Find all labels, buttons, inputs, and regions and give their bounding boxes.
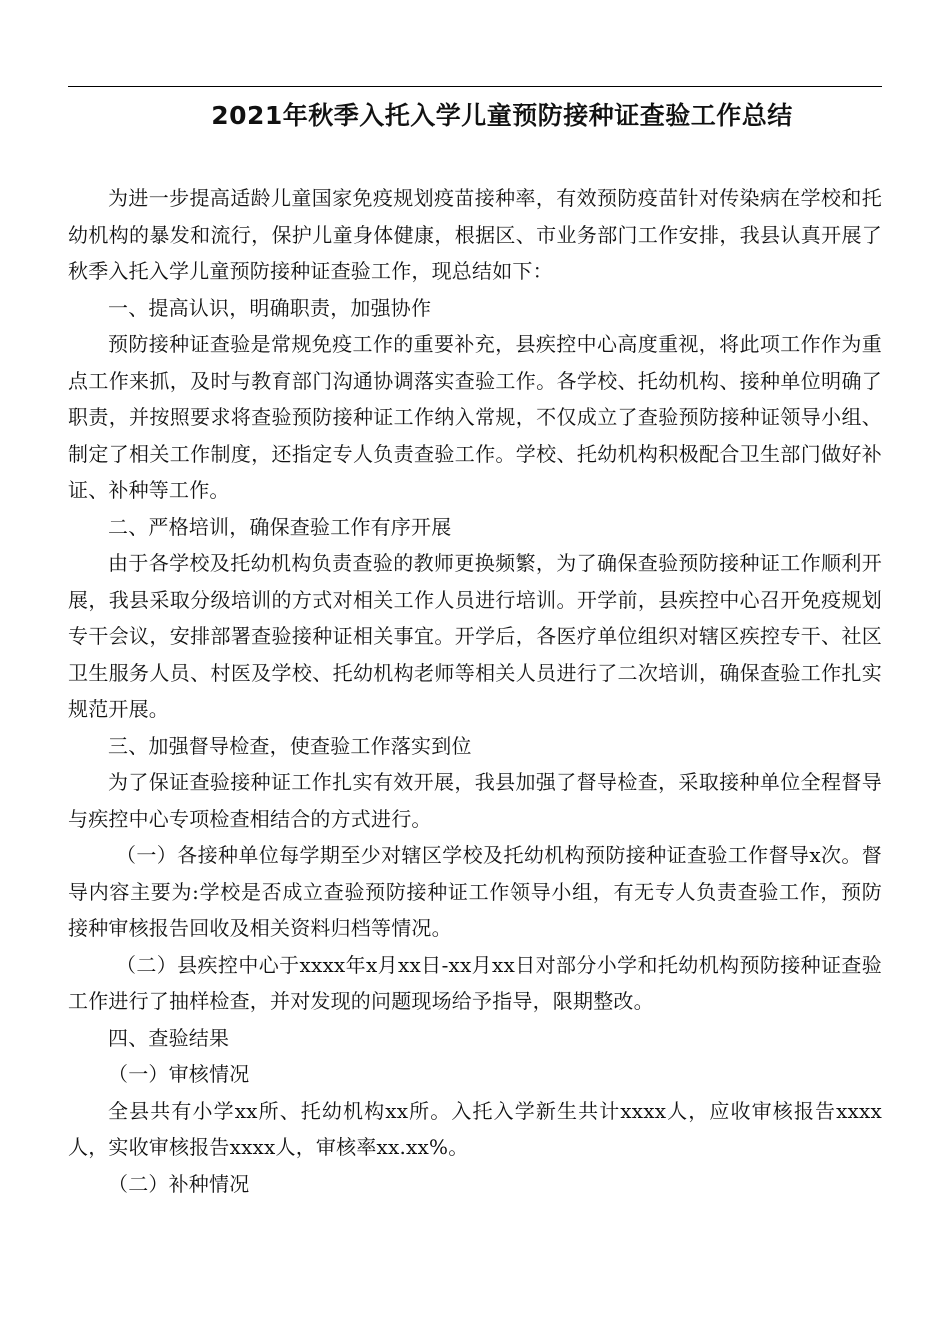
section-heading-3: 三、加强督导检查，使查验工作落实到位 [108,733,472,758]
header-rule [68,86,882,87]
section-heading-4: 四、查验结果 [108,1025,230,1050]
subsection-heading-4-2: （二）补种情况 [108,1171,250,1196]
paragraph-section-3: 为了保证查验接种证工作扎实有效开展，我县加强了督导检查，采取接种单位全程督导与疾控中心专项检查相结合的方式进行。 [68,770,882,831]
paragraph-section-1: 预防接种证查验是常规免疫工作的重要补充，县疾控中心高度重视，将此项工作作为重点工作来抓，及时与教育部门沟通协调落实查验工作。各学校、托幼机构、接种单位明确了职责，并按照要求将查验预防接种证工作纳入常规，不仅成立了查验预防接种证领导小组、制定了相关工作制度，还指定专人负责查验工作。学校、托幼机构积极配合卫生部门做好补证、补种等工作。 [68,332,882,502]
paragraph-section-3-item-1: （一）各接种单位每学期至少对辖区学校及托幼机构预防接种证查验工作督导x次。督导内容主要为:学校是否成立查验预防接种证工作领导小组，有无专人负责查验工作，预防接种审核报告回收及相关资料归档等情况。 [68,843,882,940]
document-body [68,180,882,1202]
subsection-heading-4-1: （一）审核情况 [108,1062,250,1086]
document-title: 2021年秋季入托入学儿童预防接种证查验工作总结 [211,101,793,130]
paragraph-intro: 为进一步提高适龄儿童国家免疫规划疫苗接种率，有效预防疫苗针对传染病在学校和托幼机构的暴发和流行，保护儿童身体健康，根据区、市业务部门工作安排，我县认真开展了秋季入托入学儿童预防接种证查验工作，现总结如下： [68,186,882,283]
paragraph-section-2: 由于各学校及托幼机构负责查验的教师更换频繁，为了确保查验预防接种证工作顺利开展，我县采取分级培训的方式对相关工作人员进行培训。开学前，县疾控中心召开免疫规划专干会议，安排部署查验接种证相关事宜。开学后，各医疗单位组织对辖区疾控专干、社区卫生服务人员、村医及学校、托幼机构老师等相关人员进行了二次培训，确保查验工作扎实规范开展。 [68,551,882,721]
section-heading-2: 二、严格培训，确保查验工作有序开展 [108,514,452,539]
section-heading-1: 一、提高认识，明确职责，加强协作 [108,295,432,320]
paragraph-section-3-item-2: （二）县疾控中心于xxxx年x月xx日-xx月xx日对部分小学和托幼机构预防接种证查验工作进行了抽样检查，并对发现的问题现场给予指导，限期整改。 [68,952,882,1013]
paragraph-section-4-1: 全县共有小学xx所、托幼机构xx所。入托入学新生共计xxxx人，应收审核报告xxxx人，实收审核报告xxxx人，审核率xx.xx%。 [68,1098,882,1159]
